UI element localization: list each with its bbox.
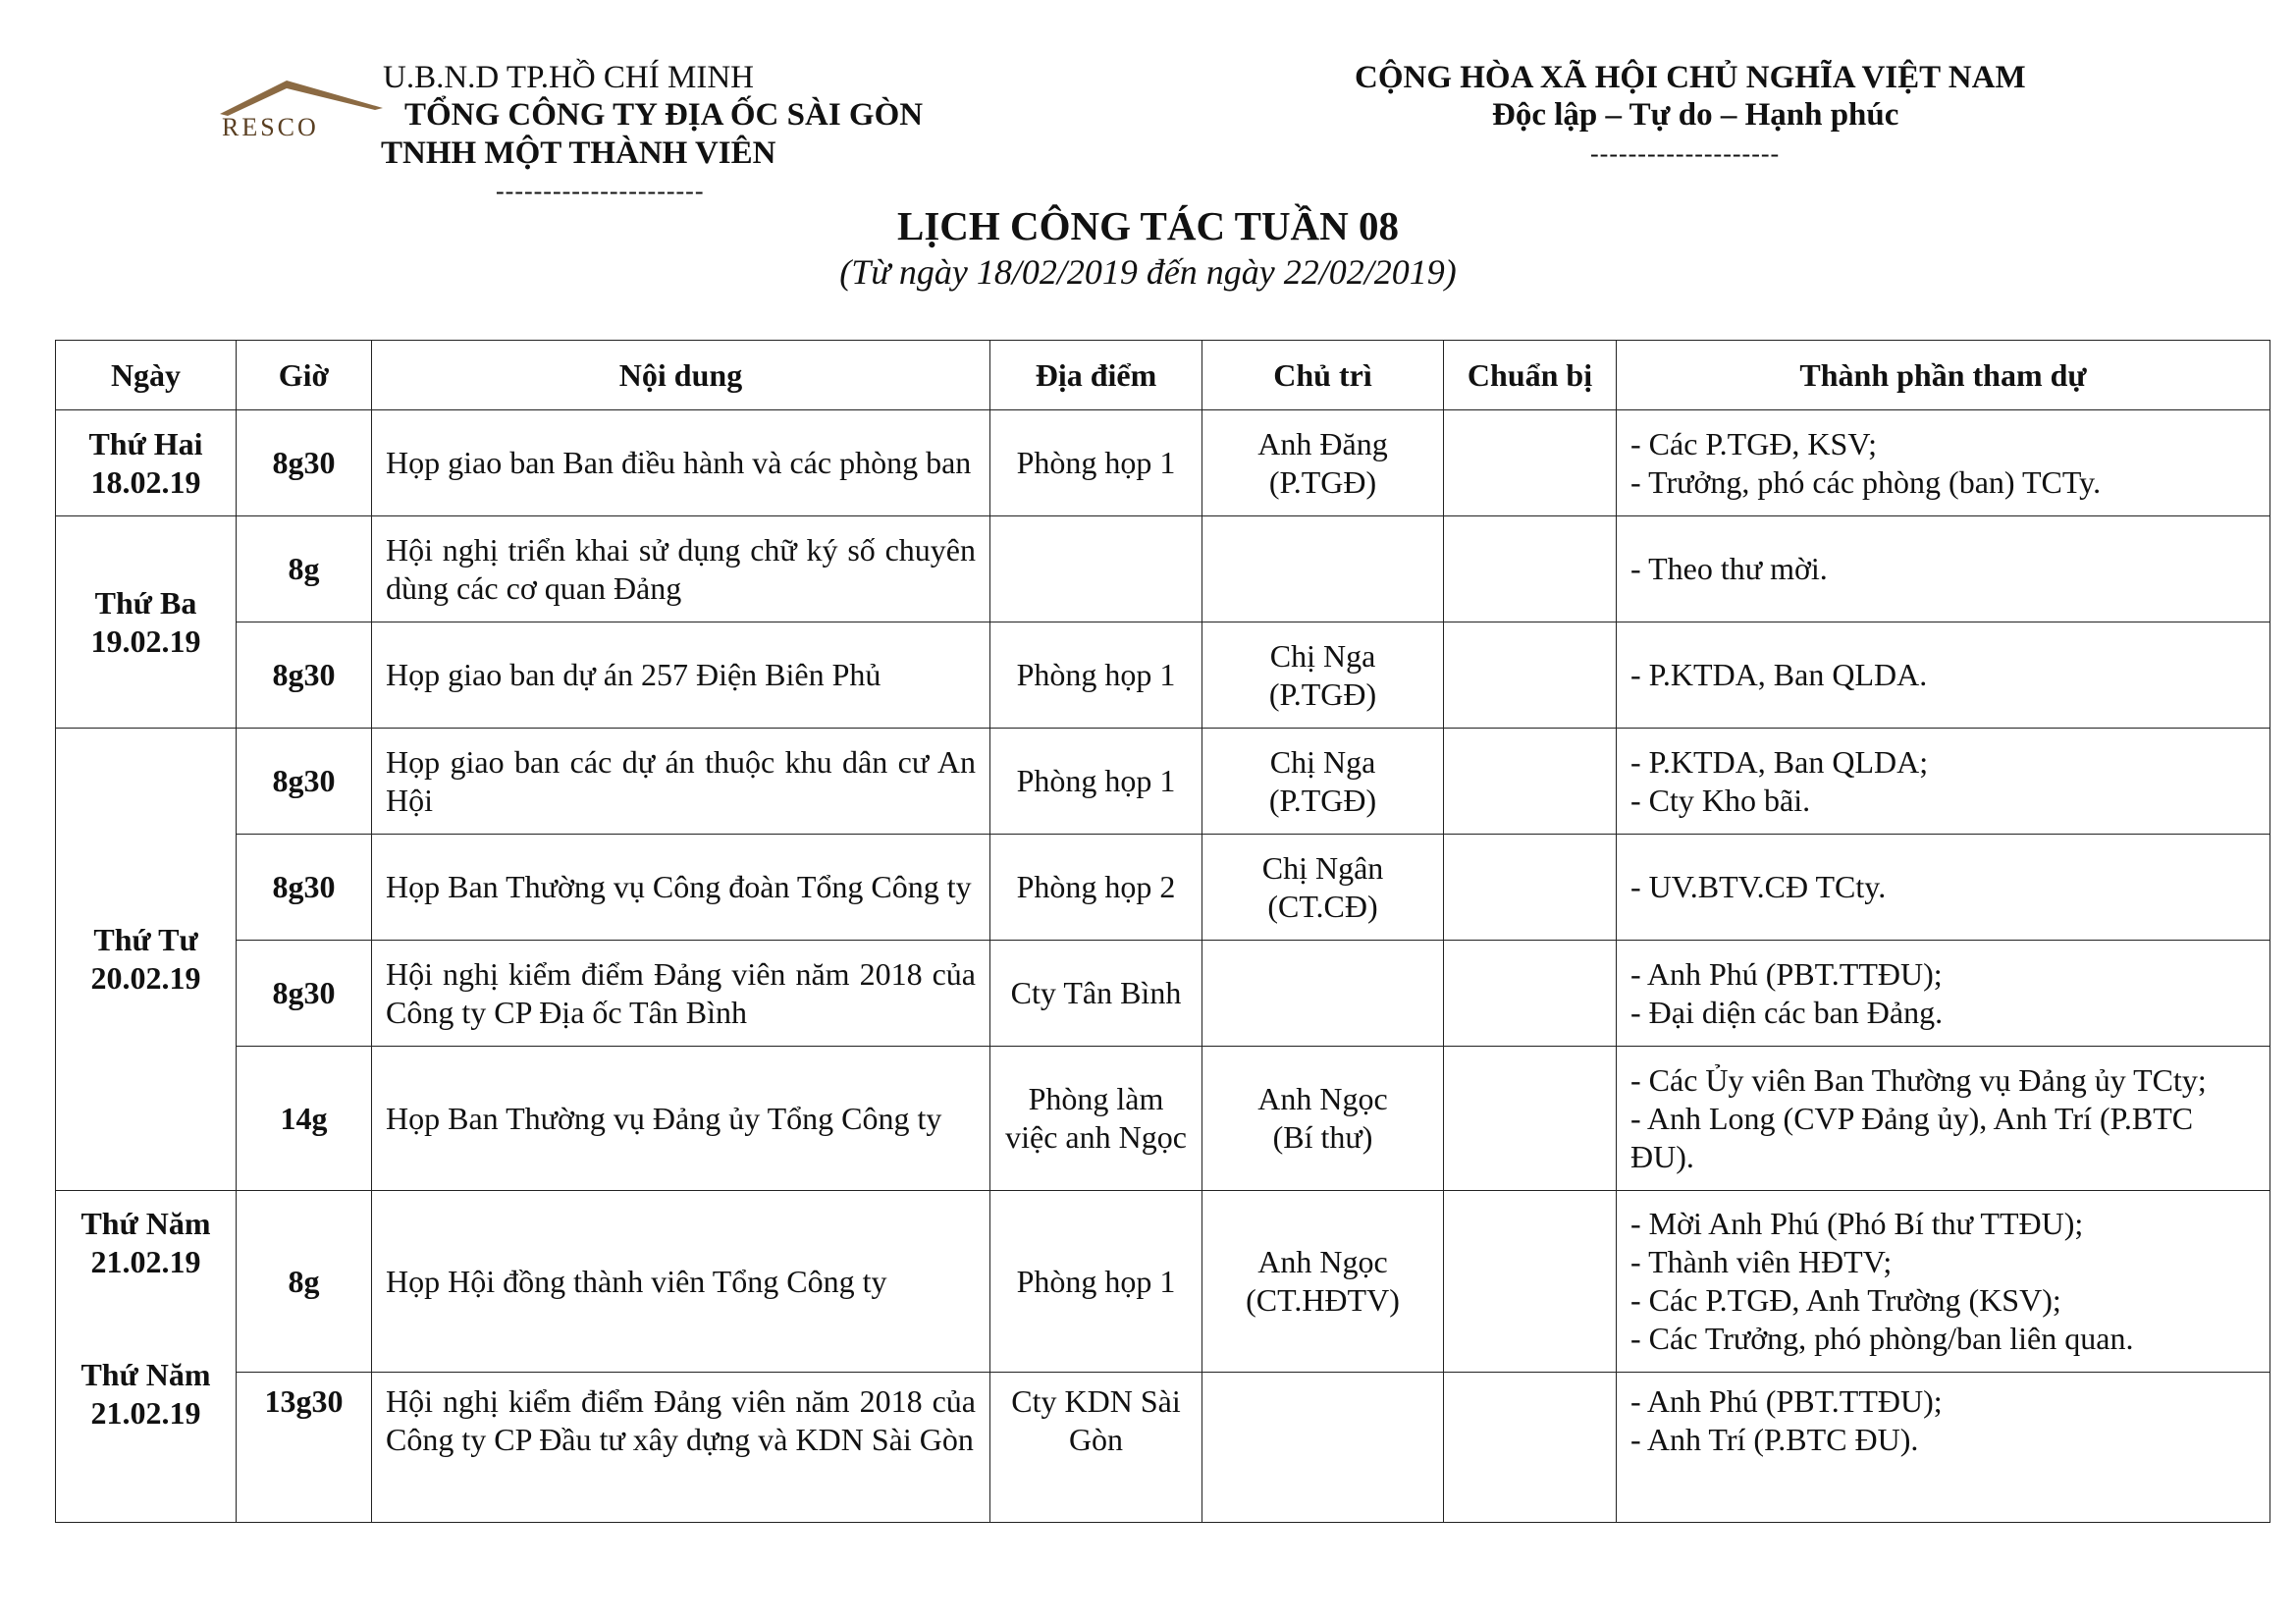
- host-cell: [1202, 622, 1444, 729]
- logo-text: RESCO: [222, 113, 319, 141]
- attendee-line: - Mời Anh Phú (Phó Bí thư TTĐU);: [1630, 1206, 2084, 1241]
- host-cell: [1202, 835, 1444, 941]
- attendee-line: - Các Trưởng, phó phòng/ban liên quan.: [1630, 1321, 2134, 1356]
- host-name: Anh Đăng: [1257, 425, 1388, 461]
- location-cell: Cty Tân Bình: [990, 941, 1202, 1047]
- table-row: [56, 941, 2270, 1047]
- location-cell: Phòng làm việc anh Ngọc: [990, 1047, 1202, 1191]
- prep-cell: [1444, 941, 1617, 1047]
- prep-cell: [1444, 835, 1617, 941]
- host-cell: [1202, 729, 1444, 835]
- attendee-line: - Anh Phú (PBT.TTĐU);: [1630, 1383, 1943, 1419]
- host-cell: [1202, 516, 1444, 622]
- time-cell: 8g30: [237, 835, 372, 941]
- table-row: [56, 729, 2270, 835]
- day-label: Thứ Hai: [88, 425, 203, 461]
- org-name: TỔNG CÔNG TY ĐỊA ỐC SÀI GÒN: [404, 97, 924, 133]
- attendee-line: - Các P.TGĐ, Anh Trường (KSV);: [1630, 1282, 2061, 1318]
- page-subtitle: (Từ ngày 18/02/2019 đến ngày 22/02/2019): [839, 252, 1457, 292]
- content-cell: Họp giao ban dự án 257 Điện Biên Phủ: [372, 622, 990, 729]
- host-title: (Bí thư): [1272, 1119, 1373, 1155]
- left-separator: ----------------------: [496, 177, 705, 205]
- host-title: (CT.HĐTV): [1246, 1282, 1400, 1318]
- day-label: Thứ Tư: [93, 922, 198, 957]
- location-cell: Phòng họp 1: [990, 622, 1202, 729]
- schedule-table: [55, 340, 2270, 1523]
- host-cell: [1202, 1373, 1444, 1523]
- prep-cell: [1444, 516, 1617, 622]
- location-cell: [990, 516, 1202, 622]
- col-header-location: Địa điểm: [990, 341, 1202, 410]
- attendees-cell: [1617, 410, 2270, 516]
- day-cell: [56, 729, 237, 1191]
- host-name: Chị Nga: [1269, 637, 1376, 674]
- attendee-line: - Các P.TGĐ, KSV;: [1630, 425, 1877, 461]
- attendees-cell: [1617, 941, 2270, 1047]
- table-row: [56, 622, 2270, 729]
- day-label: Thứ Ba: [94, 584, 197, 621]
- content-cell: Họp Hội đồng thành viên Tổng Công ty: [372, 1191, 990, 1373]
- host-title: (P.TGĐ): [1268, 782, 1377, 818]
- location-cell: Phòng họp 1: [990, 729, 1202, 835]
- table-row: [56, 1191, 2270, 1373]
- host-cell: [1202, 1191, 1444, 1373]
- org-parent: U.B.N.D TP.HỒ CHÍ MINH: [383, 60, 755, 95]
- attendees-cell: [1617, 1191, 2270, 1373]
- page-title: LỊCH CÔNG TÁC TUẦN 08: [896, 203, 1400, 248]
- host-title: (CT.CĐ): [1267, 888, 1378, 924]
- time-cell: 13g30: [237, 1373, 372, 1523]
- day-cell: [56, 410, 237, 516]
- time-cell: 8g30: [237, 729, 372, 835]
- host-name: Chị Nga: [1269, 743, 1376, 780]
- host-name: Chị Ngân: [1261, 849, 1384, 886]
- location-cell: Cty KDN Sài Gòn: [990, 1373, 1202, 1523]
- host-title: (P.TGĐ): [1268, 463, 1377, 500]
- content-cell: Hội nghị kiểm điểm Đảng viên năm 2018 của Công ty CP Đầu tư xây dựng và KDN Sài Gòn: [372, 1373, 990, 1523]
- attendee-line: - Trưởng, phó các phòng (ban) TCTy.: [1630, 463, 2102, 500]
- attendees-cell: [1617, 729, 2270, 835]
- content-cell: Họp Ban Thường vụ Đảng ủy Tổng Công ty: [372, 1047, 990, 1191]
- attendee-line: - Anh Trí (P.BTC ĐU).: [1630, 1422, 1919, 1457]
- attendees-cell: [1617, 516, 2270, 622]
- col-header-day: Ngày: [56, 341, 237, 410]
- col-header-attendees: Thành phần tham dự: [1617, 341, 2270, 410]
- host-cell: [1202, 1047, 1444, 1191]
- host-title: (P.TGĐ): [1268, 676, 1377, 712]
- attendee-line: - Theo thư mời.: [1630, 551, 1828, 586]
- attendee-line: - Đại diện các ban Đảng.: [1630, 994, 1944, 1030]
- location-cell: Phòng họp 1: [990, 410, 1202, 516]
- attendees-cell: [1617, 1047, 2270, 1191]
- host-name: Anh Ngọc: [1257, 1244, 1388, 1279]
- content-cell: Họp giao ban Ban điều hành và các phòng ban: [372, 410, 990, 516]
- prep-cell: [1444, 410, 1617, 516]
- content-cell: Hội nghị kiểm điểm Đảng viên năm 2018 của Công ty CP Địa ốc Tân Bình: [372, 941, 990, 1047]
- time-cell: 14g: [237, 1047, 372, 1191]
- content-cell: Hội nghị triển khai sử dụng chữ ký số chuyên dùng các cơ quan Đảng: [372, 516, 990, 622]
- org-type: TNHH MỘT THÀNH VIÊN: [381, 135, 776, 171]
- table-row: [56, 410, 2270, 516]
- attendee-line: - Các Ủy viên Ban Thường vụ Đảng ủy TCty;: [1630, 1061, 2207, 1098]
- prep-cell: [1444, 729, 1617, 835]
- attendee-line: - Anh Long (CVP Đảng ủy), Anh Trí (P.BTC ĐU).: [1630, 1100, 2194, 1174]
- day-cell: [56, 1191, 237, 1523]
- host-name: Anh Ngọc: [1257, 1081, 1388, 1116]
- day-cell: [56, 516, 237, 729]
- attendee-line: - UV.BTV.CĐ TCty.: [1630, 869, 1887, 904]
- col-header-content: Nội dung: [372, 341, 990, 410]
- table-header-row: [56, 341, 2270, 410]
- prep-cell: [1444, 1373, 1617, 1523]
- time-cell: 8g: [237, 1191, 372, 1373]
- attendee-line: - Thành viên HĐTV;: [1630, 1244, 1893, 1279]
- attendee-line: - Cty Kho bãi.: [1630, 782, 1811, 818]
- resco-logo-icon: [218, 75, 385, 143]
- table-row: [56, 1047, 2270, 1191]
- attendees-cell: [1617, 1373, 2270, 1523]
- country-name: CỘNG HÒA XÃ HỘI CHỦ NGHĨA VIỆT NAM: [1355, 60, 2026, 95]
- time-cell: 8g30: [237, 622, 372, 729]
- prep-cell: [1444, 1191, 1617, 1373]
- day-label: Thứ Năm: [80, 1206, 211, 1241]
- attendee-line: - Anh Phú (PBT.TTĐU);: [1630, 955, 1943, 992]
- attendees-cell: [1617, 835, 2270, 941]
- day-date: 21.02.19: [90, 1244, 201, 1279]
- day-date: 18.02.19: [90, 463, 201, 500]
- prep-cell: [1444, 622, 1617, 729]
- time-cell: 8g30: [237, 941, 372, 1047]
- host-cell: [1202, 410, 1444, 516]
- resco-logo: [218, 75, 385, 143]
- host-cell: [1202, 941, 1444, 1047]
- location-cell: Phòng họp 2: [990, 835, 1202, 941]
- right-separator: --------------------: [1590, 139, 1781, 168]
- day-date: 19.02.19: [90, 622, 201, 659]
- prep-cell: [1444, 1047, 1617, 1191]
- time-cell: 8g: [237, 516, 372, 622]
- table-row: [56, 835, 2270, 941]
- col-header-time: Giờ: [237, 341, 372, 410]
- content-cell: Họp Ban Thường vụ Công đoàn Tổng Công ty: [372, 835, 990, 941]
- attendees-cell: [1617, 622, 2270, 729]
- motto: Độc lập – Tự do – Hạnh phúc: [1492, 97, 1899, 133]
- col-header-prep: Chuẩn bị: [1444, 341, 1617, 410]
- attendee-line: - P.KTDA, Ban QLDA;: [1630, 743, 1929, 780]
- day-label: Thứ Năm: [80, 1357, 211, 1392]
- content-cell: Họp giao ban các dự án thuộc khu dân cư An Hội: [372, 729, 990, 835]
- day-date: 20.02.19: [90, 960, 201, 996]
- time-cell: 8g30: [237, 410, 372, 516]
- day-date: 21.02.19: [90, 1395, 201, 1431]
- table-row: [56, 1373, 2270, 1523]
- location-cell: Phòng họp 1: [990, 1191, 1202, 1373]
- col-header-host: Chủ trì: [1202, 341, 1444, 410]
- attendee-line: - P.KTDA, Ban QLDA.: [1630, 657, 1928, 692]
- table-row: [56, 516, 2270, 622]
